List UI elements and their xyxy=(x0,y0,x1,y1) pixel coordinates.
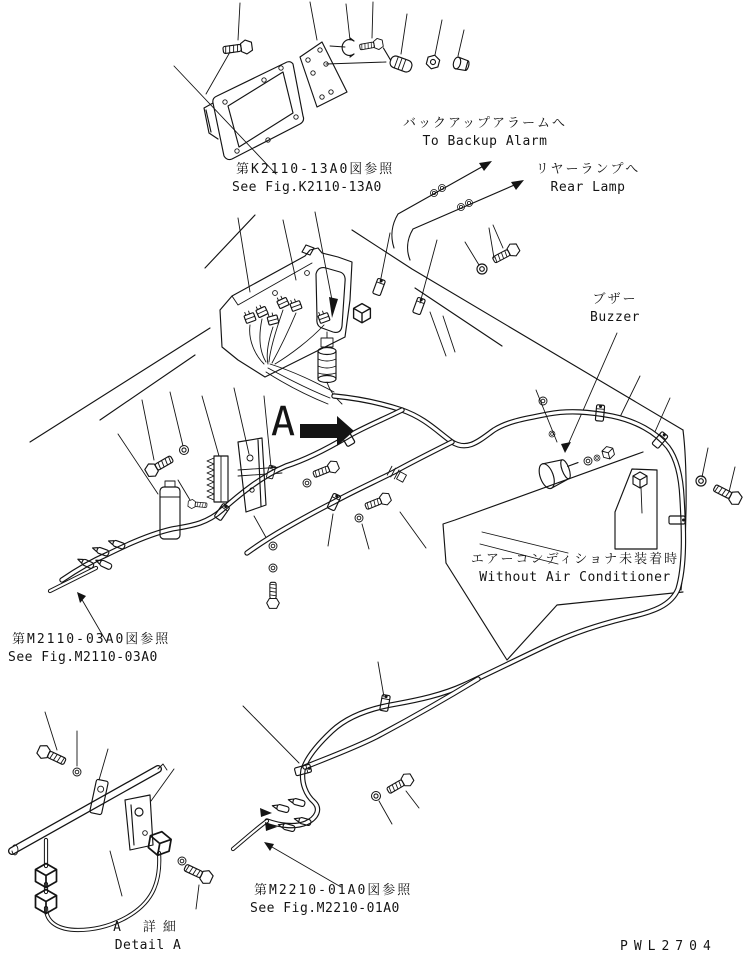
callout-rear-lamp xyxy=(528,161,648,197)
harness-trunk xyxy=(50,396,683,849)
detail-a-pointer-arrow xyxy=(300,416,354,446)
detail-a-view xyxy=(12,743,214,930)
callout-text-ja: リヤーランプへ xyxy=(535,162,641,177)
see-fig-m2210-arrowhead xyxy=(264,842,274,851)
callout-text-en: See Fig.M2210-01A0 xyxy=(250,901,400,916)
grommet-icon xyxy=(452,56,470,72)
toggle-switch-icon xyxy=(378,48,414,73)
callout-without-ac xyxy=(440,551,710,587)
bottom-harness-end xyxy=(260,771,415,851)
snap-ring-icon xyxy=(342,38,354,57)
callout-see-fig-m2110 xyxy=(8,631,170,667)
callout-text-en: To Backup Alarm xyxy=(422,134,548,149)
left-component-cluster xyxy=(77,438,266,603)
callout-detail-a xyxy=(88,919,208,955)
buzzer-arrowhead xyxy=(561,442,571,453)
relay-cylinder xyxy=(318,332,342,404)
without-ac-panel xyxy=(615,469,657,549)
callout-arrowhead xyxy=(329,297,338,318)
callout-text-ja: 第K2110-13A0図参照 xyxy=(236,162,395,177)
callout-to-backup-alarm xyxy=(400,115,570,151)
callout-text-ja: 第M2210-01A0図参照 xyxy=(254,883,413,898)
relay-cube xyxy=(354,304,371,323)
callout-text-en: Buzzer xyxy=(590,310,640,325)
callout-text-en: Without Air Conditioner xyxy=(479,570,671,585)
detail-a-marker: A xyxy=(271,399,296,445)
callout-text-ja: ブザー xyxy=(592,292,638,307)
callout-text-en: See Fig.M2110-03A0 xyxy=(8,650,158,665)
callout-text-ja: エアーコンディショナ未装着時 xyxy=(470,552,680,567)
screw-icon xyxy=(359,38,384,53)
callout-buzzer xyxy=(570,291,660,327)
callout-see-fig-m2210 xyxy=(250,882,412,918)
blank-plug-connector xyxy=(633,472,647,488)
callout-text-en: Rear Lamp xyxy=(550,180,626,195)
callout-text-ja: バックアップアラームへ xyxy=(402,116,568,131)
machine-body-outline xyxy=(30,215,686,660)
callout-text-ja: 第M2110-03A0図参照 xyxy=(12,632,171,647)
drawing-number: PWL2704 xyxy=(620,939,717,954)
callout-see-fig-k2110 xyxy=(232,161,394,197)
console-assembly xyxy=(220,245,370,404)
resistor-heatsink xyxy=(207,456,228,502)
nut-icon xyxy=(425,54,440,71)
screw-icon xyxy=(222,39,253,57)
rear-lamp-wire xyxy=(408,180,524,260)
panel-cover xyxy=(204,62,304,160)
backup-alarm-wire xyxy=(392,161,492,248)
right-fasteners xyxy=(477,241,743,507)
callout-text-en: Detail A xyxy=(114,938,182,953)
callout-text-en: See Fig.K2110-13A0 xyxy=(232,180,382,195)
callout-text-ja: A 詳細 xyxy=(113,920,183,935)
see-fig-m2110-arrowhead xyxy=(77,592,86,603)
